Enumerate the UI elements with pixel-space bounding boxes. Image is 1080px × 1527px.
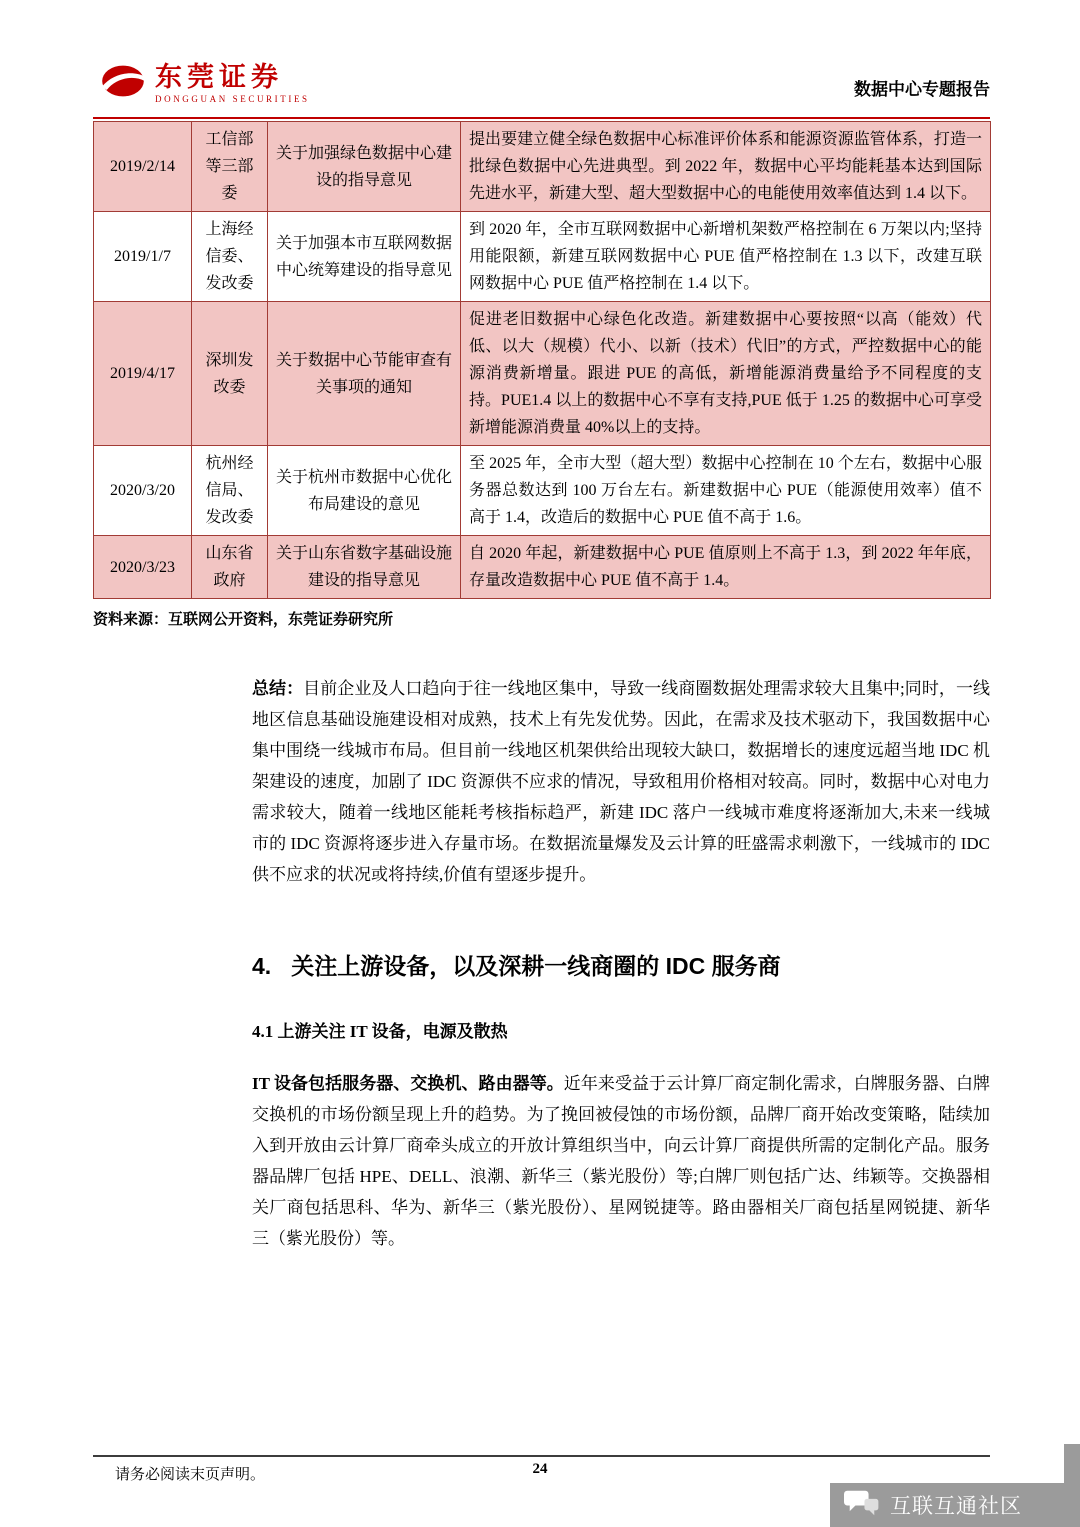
footer-disclaimer: 请务必阅读末页声明。 (115, 1467, 266, 1483)
brand-subtitle: DONGGUAN SECURITIES (155, 94, 310, 105)
cell-agency: 工信部等三部委 (192, 122, 268, 212)
policy-table (93, 121, 991, 599)
cell-agency: 杭州经信局、发改委 (192, 446, 268, 536)
cell-content: 自 2020 年起，新建数据中心 PUE 值原则上不高于 1.3，到 2022 年年底，存量改造数据中心 PUE 值不高于 1.4。 (461, 536, 991, 599)
paragraph-lead: IT 设备包括服务器、交换机、路由器等。 (252, 1074, 564, 1093)
cell-policy: 关于加强绿色数据中心建设的指导意见 (268, 122, 461, 212)
page-header (100, 62, 990, 105)
table-row (94, 212, 991, 302)
watermark-badge (830, 1483, 1080, 1527)
cell-policy: 关于山东省数字基础设施建设的指导意见 (268, 536, 461, 599)
page-number: 24 (532, 1461, 548, 1477)
chat-bubbles-icon (844, 1488, 880, 1523)
summary-text: 目前企业及人口趋向于往一线地区集中，导致一线商圈数据处理需求较大且集中;同时，一线地区信息基础设施建设相对成熟，技术上有先发优势。因此，在需求及技术驱动下，我国数据中心集中围绕一线城市布局。但目前一线地区机架供给出现较大缺口，数据增长的速度远超当地 IDC 机架建设的速度，加剧了 IDC 资源供不应求的情况，导致租用价格相对较高。同时，数据中心对电力需求较大，随着一线地区能耗考核指标趋严，新建 IDC 落户一线城市难度将逐渐加大,未来一线城市的 IDC 资源将逐步进入存量市场。在数据流量爆发及云计算的旺盛需求刺激下，一线城市的 IDC 供不应求的状况或将持续,价值有望逐步提升。 (252, 679, 991, 884)
source-note: 资料来源：互联网公开资料，东莞证券研究所 (93, 611, 394, 628)
table-row (94, 446, 991, 536)
cell-date: 2019/2/14 (94, 122, 192, 212)
brand-text (155, 63, 310, 105)
brand-logo (100, 62, 310, 105)
cell-agency: 深圳发改委 (192, 302, 268, 446)
table-row (94, 536, 991, 599)
subsection-heading: 4.1 上游关注 IT 设备，电源及散热 (252, 1022, 508, 1041)
cell-content: 提出要建立健全绿色数据中心标准评价体系和能源资源监管体系，打造一批绿色数据中心先进典型。到 2022 年，数据中心平均能耗基本达到国际先进水平，新建大型、超大型数据中心的电能使用效率值达到 1.4 以下。 (461, 122, 991, 212)
cell-content: 到 2020 年，全市互联网数据中心新增机架数严格控制在 6 万架以内;坚持用能限额，新建互联网数据中心 PUE 值严格控制在 1.3 以下，改建互联网数据中心 PUE 值严格控制在 1.4 以下。 (461, 212, 991, 302)
watermark-text: 互联互通社区 (890, 1495, 1022, 1518)
table-row (94, 302, 991, 446)
cell-agency: 山东省政府 (192, 536, 268, 599)
footer-divider (93, 1455, 990, 1457)
body-column (252, 673, 990, 1254)
header-divider (93, 117, 990, 119)
section-heading (252, 948, 990, 981)
cell-policy: 关于加强本市互联网数据中心统筹建设的指导意见 (268, 212, 461, 302)
section-number: 4. (252, 953, 272, 979)
brand-name: 东莞证券 (155, 61, 283, 92)
watermark-edge-strip (1064, 1444, 1080, 1484)
cell-content: 至 2025 年，全市大型（超大型）数据中心控制在 10 个左右，数据中心服务器总数达到 100 万台左右。新建数据中心 PUE（能源使用效率）值不高于 1.4，改造后的数据中心 PUE 值不高于 1.6。 (461, 446, 991, 536)
section-title: 关注上游设备，以及深耕一线商圈的 IDC 服务商 (291, 953, 781, 979)
cell-date: 2020/3/20 (94, 446, 192, 536)
table-row (94, 122, 991, 212)
summary-label: 总结： (252, 679, 304, 698)
cell-policy: 关于杭州市数据中心优化布局建设的意见 (268, 446, 461, 536)
paragraph-body: 近年来受益于云计算厂商定制化需求，白牌服务器、白牌交换机的市场份额呈现上升的趋势。为了挽回被侵蚀的市场份额，品牌厂商开始改变策略，陆续加入到开放由云计算厂商牵头成立的开放计算组织当中，向云计算厂商提供所需的定制化产品。服务器品牌厂包括 HPE、DELL、浪潮、新华三（紫光股份）等;白牌厂则包括广达、纬颖等。交换器相关厂商包括思科、华为、新华三（紫光股份）、星网锐捷等。路由器相关厂商包括星网锐捷、新华三（紫光股份）等。 (252, 1074, 990, 1248)
cell-content: 促进老旧数据中心绿色化改造。新建数据中心要按照“以高（能效）代低、以大（规模）代小、以新（技术）代旧”的方式，严控数据中心的能源消费新增量。跟进 PUE 的高低，新增能源消费量给予不同程度的支持。PUE1.4 以上的数据中心不享有支持,PUE 低于 1.25 的数据中心可享受新增能源消费量 40%以上的支持。 (461, 302, 991, 446)
cell-date: 2019/1/7 (94, 212, 192, 302)
summary-paragraph (252, 673, 990, 890)
cell-policy: 关于数据中心节能审查有关事项的通知 (268, 302, 461, 446)
body-paragraph (252, 1068, 990, 1254)
cell-agency: 上海经信委、发改委 (192, 212, 268, 302)
report-title: 数据中心专题报告 (854, 80, 990, 99)
brand-logo-icon (100, 62, 146, 105)
main-content (93, 121, 990, 1254)
cell-date: 2019/4/17 (94, 302, 192, 446)
cell-date: 2020/3/23 (94, 536, 192, 599)
